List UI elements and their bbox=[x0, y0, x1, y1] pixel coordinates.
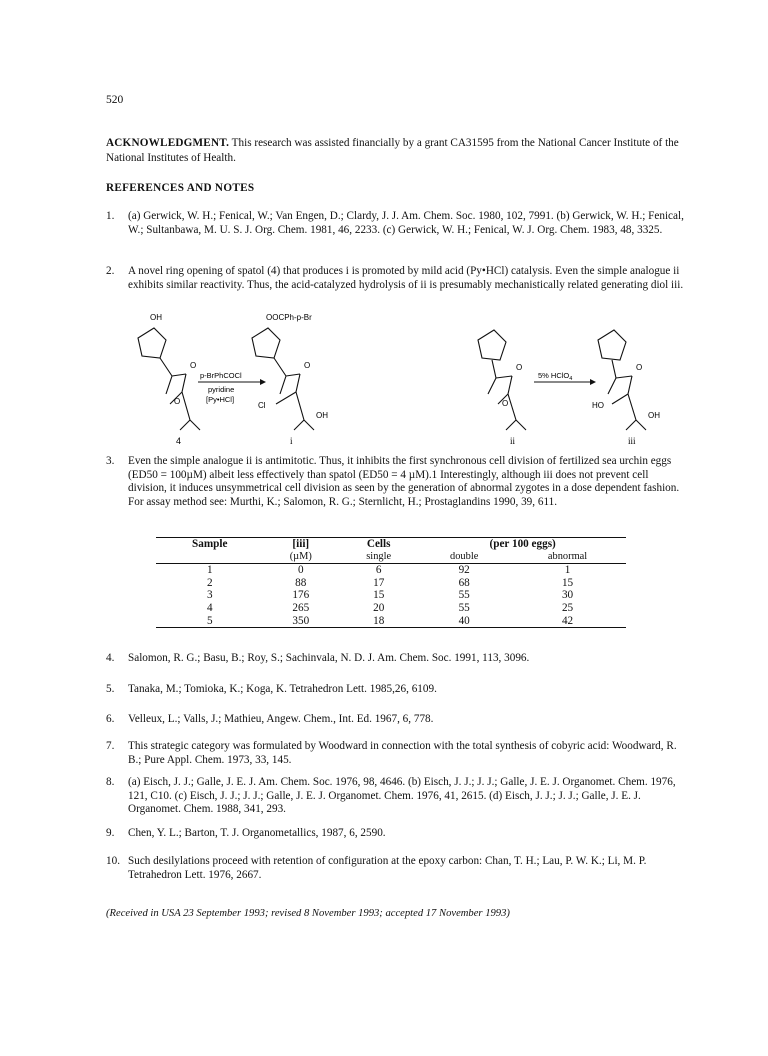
structure-i bbox=[252, 328, 314, 430]
o-label: O bbox=[516, 363, 523, 372]
reagent-label: p-BrPhCOCl bbox=[200, 371, 242, 380]
table-cell: 55 bbox=[458, 601, 470, 614]
table-row bbox=[156, 564, 626, 577]
reference-text: Tanaka, M.; Tomioka, K.; Koga, K. Tetrahedron Lett. 1985,26, 6109. bbox=[128, 683, 437, 695]
table-cell: 25 bbox=[561, 601, 574, 614]
references-heading: REFERENCES AND NOTES bbox=[106, 182, 255, 194]
structure-ii bbox=[478, 330, 526, 430]
reference-number: 6. bbox=[106, 713, 115, 725]
table-header: (per 100 eggs) bbox=[419, 538, 626, 551]
reference-text: A novel ring opening of spatol (4) that produces i is promoted by mild acid (Py•HCl) catalysis. Even the simple analogue ii exhibits similar reactivity. Thus, the acid-catalyzed hydrolysis of ii is presumably mechanistically related generating diol iii. bbox=[128, 265, 684, 291]
o-label: O bbox=[174, 397, 181, 406]
structure-iii bbox=[598, 330, 646, 430]
reference-text: Even the simple analogue ii is antimitotic. Thus, it inhibits the first synchronous cell division of fertilized sea urchin eggs (ED50 = 100µM) albeit less effectively than spatol (ED50 = 4 µM).1 Interestingly, although iii does not prevent cell division, it induces unsymmetrical cell division as seen by the generation of abnormal zygotes in a dose dependent fashion. For assay method see: Murthi, K.; Salomon, R. G.; Sternlicht, H.; Prostaglandins 1990, 39, 611. bbox=[128, 455, 680, 508]
table-cell: 18 bbox=[338, 615, 419, 628]
reaction-scheme bbox=[120, 310, 690, 450]
reference-number: 1. bbox=[106, 210, 115, 222]
table-cell: 2 bbox=[206, 576, 213, 589]
oh-label: OH bbox=[648, 411, 660, 420]
table-cell: 0 bbox=[297, 564, 304, 577]
acknowledgment-text: This research was assisted financially by a grant CA31595 from the National Cancer Institute of the National Institutes of Health. bbox=[106, 137, 679, 164]
reference-5 bbox=[106, 683, 688, 697]
table-cell: 350 bbox=[263, 615, 338, 628]
reagent-subscript: 4 bbox=[569, 376, 573, 382]
table-cell: 176 bbox=[292, 589, 310, 602]
cl-label: Cl bbox=[258, 401, 266, 410]
arrowhead-icon bbox=[260, 379, 266, 385]
table-cell: 88 bbox=[295, 576, 307, 589]
table-cell: 17 bbox=[373, 576, 385, 589]
table-row bbox=[156, 577, 626, 590]
reagent-label: pyridine bbox=[208, 385, 235, 394]
structure-4 bbox=[138, 328, 200, 430]
o-label: O bbox=[190, 361, 197, 370]
table-row bbox=[156, 615, 626, 628]
arrowhead-icon bbox=[590, 379, 596, 385]
reference-text: Velleux, L.; Valls, J.; Mathieu, Angew. Chem., Int. Ed. 1967, 6, 778. bbox=[128, 713, 434, 725]
reference-text: (a) Eisch, J. J.; Galle, J. E. J. Am. Chem. Soc. 1976, 98, 4646. (b) Eisch, J. J.; J. J.; Galle, J. E. J. Organomet. Chem. 1976, 121, C10. (c) Eisch, J. J.; J. J.; Galle, J. E. J. Organomet. Chem. 1976, 41, 2615. (d) Eisch, J. J.; J. J.; Galle, J. E. J. Organomet. Chem. 1988, 341, 293. bbox=[128, 776, 676, 815]
reference-number: 7. bbox=[106, 740, 115, 752]
table-cell: 1 bbox=[206, 564, 213, 577]
reagent-text: 5% HClO bbox=[538, 371, 570, 380]
table-cell: 42 bbox=[509, 615, 626, 628]
reference-8 bbox=[106, 776, 688, 817]
oh-label: OH bbox=[316, 411, 328, 420]
compound-label: ii bbox=[510, 436, 516, 446]
table-cell: 55 bbox=[458, 589, 470, 602]
table-cell: 15 bbox=[373, 589, 385, 602]
reference-3 bbox=[106, 455, 688, 509]
table-subheader: single bbox=[338, 551, 419, 564]
reagent-label: [Py•HCl] bbox=[206, 395, 235, 404]
reference-9 bbox=[106, 827, 688, 841]
reference-number: 10. bbox=[106, 855, 120, 867]
ho-label: HO bbox=[592, 401, 604, 410]
acknowledgment-heading: ACKNOWLEDGMENT. bbox=[106, 137, 230, 149]
table-cell: 30 bbox=[561, 589, 574, 602]
table-header: Sample bbox=[156, 538, 263, 551]
table-subheader: double bbox=[419, 551, 509, 564]
reagent-label bbox=[538, 371, 572, 382]
table-cell: 15 bbox=[561, 576, 574, 589]
compound-label: i bbox=[290, 436, 293, 446]
table-cell: 20 bbox=[373, 601, 385, 614]
table-row bbox=[156, 589, 626, 602]
table-cell: 265 bbox=[292, 601, 310, 614]
reference-text: This strategic category was formulated by Woodward in connection with the total synthesis of cobyric acid: Woodward, R. B.; Pure Appl. Chem. 1973, 33, 145. bbox=[128, 740, 677, 766]
cell-division-table bbox=[156, 537, 626, 628]
table-cell: 5 bbox=[156, 615, 263, 628]
reference-text: Such desilylations proceed with retention of configuration at the epoxy carbon: Chan, T. H.; Lau, P. W. K.; Li, M. P. Tetrahedron Lett. 1976, 2667. bbox=[128, 855, 647, 881]
table-cell: 3 bbox=[206, 589, 213, 602]
reference-10 bbox=[106, 855, 688, 882]
ester-label: OOCPh-p-Br bbox=[266, 313, 312, 322]
table-cell: 1 bbox=[564, 564, 571, 577]
o-label: O bbox=[304, 361, 311, 370]
reference-number: 4. bbox=[106, 652, 115, 664]
reference-4 bbox=[106, 652, 688, 666]
table-header: Cells bbox=[338, 538, 419, 551]
compound-label: iii bbox=[628, 436, 636, 446]
received-footnote: (Received in USA 23 September 1993; revised 8 November 1993; accepted 17 November 1993) bbox=[106, 908, 510, 919]
reference-1 bbox=[106, 210, 688, 237]
reference-text: Salomon, R. G.; Basu, B.; Roy, S.; Sachinvala, N. D. J. Am. Chem. Soc. 1991, 113, 3096. bbox=[128, 652, 530, 664]
page-number: 520 bbox=[106, 94, 124, 106]
o-label: O bbox=[502, 399, 509, 408]
table-cell: 6 bbox=[375, 564, 382, 577]
table-subheader: abnormal bbox=[509, 551, 626, 564]
reference-number: 8. bbox=[106, 776, 115, 788]
reference-text: Chen, Y. L.; Barton, T. J. Organometallics, 1987, 6, 2590. bbox=[128, 827, 386, 839]
table-cell: 4 bbox=[206, 601, 213, 614]
table-cell: 68 bbox=[458, 576, 470, 589]
reference-2 bbox=[106, 265, 688, 292]
table-header: [iii] bbox=[263, 538, 338, 551]
table-subheader: (µM) bbox=[263, 551, 338, 564]
acknowledgment bbox=[106, 136, 688, 165]
compound-label: 4 bbox=[176, 436, 182, 446]
reference-6 bbox=[106, 713, 688, 727]
oh-label: OH bbox=[150, 313, 162, 322]
reference-number: 2. bbox=[106, 265, 115, 277]
reference-7 bbox=[106, 740, 688, 767]
table-subheader bbox=[156, 551, 263, 564]
reference-number: 9. bbox=[106, 827, 115, 839]
table-cell: 40 bbox=[419, 615, 509, 628]
reference-text: (a) Gerwick, W. H.; Fenical, W.; Van Engen, D.; Clardy, J. J. Am. Chem. Soc. 1980, 102, 7991. (b) Gerwick, W. H.; Fenical, W.; Sultanbawa, M. U. S. J. Org. Chem. 1981, 46, 2233. (c) Gerwick, W. H.; Fenical, W. J. Org. Chem. 1983, 48, 3325. bbox=[128, 210, 684, 236]
reference-number: 3. bbox=[106, 455, 115, 467]
o-label: O bbox=[636, 363, 643, 372]
reference-number: 5. bbox=[106, 683, 115, 695]
table-cell: 92 bbox=[458, 564, 470, 577]
table-row bbox=[156, 602, 626, 615]
